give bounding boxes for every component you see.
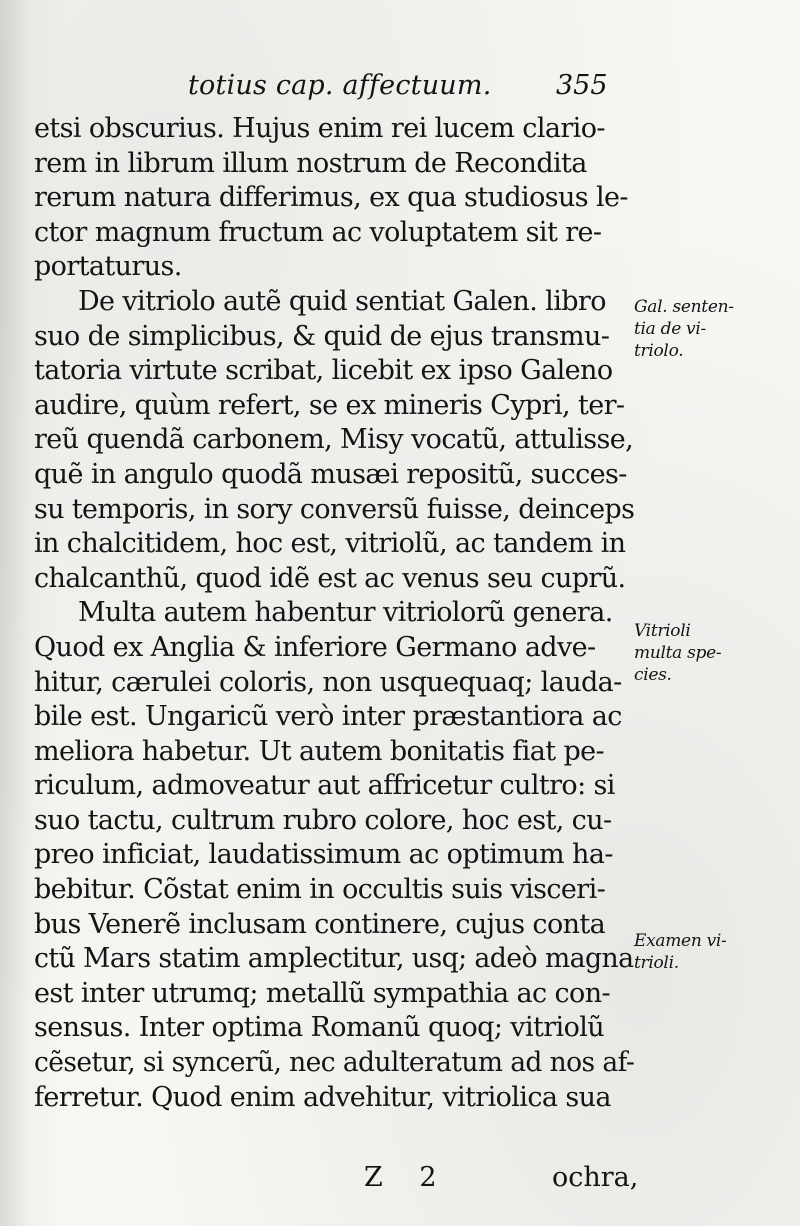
text-line: audire, quùm refert, se ex mineris Cypri, ter- [34, 389, 625, 421]
body-text [34, 112, 634, 1115]
text-line: suo tactu, cultrum rubro colore, hoc est, cu- [34, 804, 612, 836]
margin-note-line: trioli. [634, 953, 679, 973]
text-line: sensus. Inter optima Romanũ quoq; vitriolũ [34, 1012, 605, 1044]
margin-note-vitriol-test [634, 930, 794, 974]
text-line: rerum natura differimus, ex qua studiosus le- [34, 182, 628, 214]
margin-note-line: cies. [634, 665, 672, 685]
page-footer [0, 1158, 800, 1202]
text-line: portaturus. [34, 251, 182, 283]
text-line: hitur, cærulei coloris, non usquequaq; lauda- [34, 666, 622, 698]
text-line: rem in librum illum nostrum de Recondita [34, 147, 587, 179]
text-line: cẽsetur, si syncerũ, nec adulteratum ad nos af- [34, 1047, 635, 1079]
text-line: riculum, admoveatur aut affricetur cultro: si [34, 770, 615, 802]
text-line: in chalcitidem, hoc est, vitriolũ, ac tandem in [34, 528, 626, 560]
text-line: quẽ in angulo quodã musæi repositũ, succes- [34, 458, 627, 490]
margin-note-line: triolo. [634, 341, 684, 361]
margin-note-vitriol-species [634, 620, 794, 686]
catchword: ochra, [552, 1162, 639, 1193]
text-line: meliora habetur. Ut autem bonitatis fiat pe- [34, 735, 605, 767]
text-line: ctũ Mars statim amplectitur, usq; adeò magna [34, 943, 634, 975]
page-number: 355 [556, 70, 608, 101]
margin-note-line: Gal. senten- [634, 297, 734, 317]
text-line: reũ quendã carbonem, Misy vocatũ, attulisse, [34, 424, 634, 456]
text-line: ctor magnum fructum ac voluptatem sit re- [34, 216, 602, 248]
text-line: De vitriolo autẽ quid sentiat Galen. libro [78, 285, 606, 317]
text-line: bus Venerẽ inclusam continere, cujus conta [34, 908, 606, 940]
text-line: Quod ex Anglia & inferiore Germano adve- [34, 631, 596, 663]
text-line: preo inficiat, laudatissimum ac optimum ha- [34, 839, 613, 871]
margin-note-line: multa spe- [634, 643, 722, 663]
text-line: bile est. Ungaricũ verò inter præstantiora ac [34, 701, 622, 733]
margin-note-line: tia de vi- [634, 319, 706, 339]
margin-note-galen-opinion [634, 296, 794, 362]
text-line: tatoria virtute scribat, licebit ex ipso Galeno [34, 355, 613, 387]
text-line: suo de simplicibus, & quid de ejus transmu- [34, 320, 610, 352]
margin-note-line: Examen vi- [634, 931, 727, 951]
text-line: su temporis, in sory conversũ fuisse, deinceps [34, 493, 635, 525]
text-line: chalcanthũ, quod idẽ est ac venus seu cuprũ. [34, 562, 626, 594]
signature-mark: Z 2 [364, 1162, 451, 1193]
text-line: Multa autem habentur vitriolorũ genera. [78, 597, 613, 629]
margin-note-line: Vitrioli [634, 621, 691, 641]
text-line: bebitur. Cõstat enim in occultis suis visceri- [34, 874, 606, 906]
text-line: est inter utrumq; metallũ sympathia ac con- [34, 977, 611, 1009]
text-line: ferretur. Quod enim advehitur, vitriolica sua [34, 1081, 611, 1113]
page-header [0, 66, 800, 106]
running-head: totius cap. affectuum. [188, 70, 492, 101]
text-line: etsi obscurius. Hujus enim rei lucem clario- [34, 113, 605, 144]
